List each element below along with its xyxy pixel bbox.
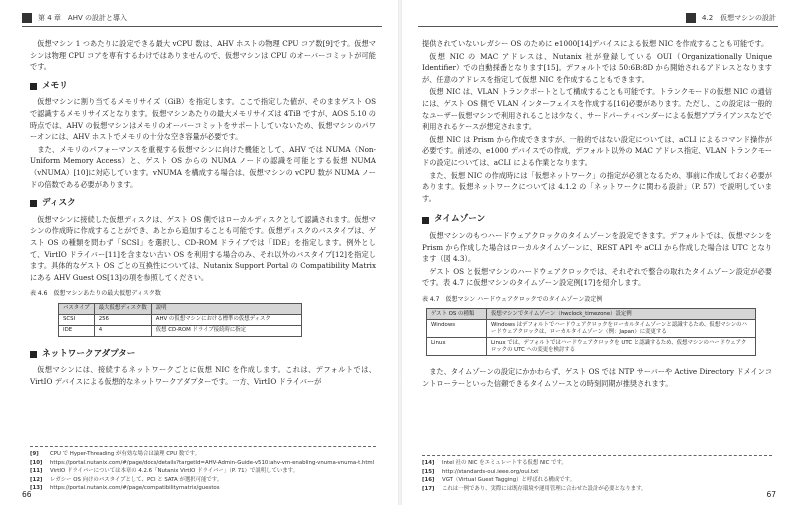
memory-paragraph-1: 仮想マシンに割り当てるメモリサイズ（GiB）を指定します。ここで指定した値が、そのままゲスト OS で認識するメモリサイズとなります。仮想マシンあたりの最大メモリサイズは 4TiB ですが、AOS 5.10 の時点では、AHV の仮想マシンはメモリのオーバーコミットをサポートしていないため、仮想マシンのパワーオンには、AHV ホストでメモリの十分な空き容量が必要です。 bbox=[30, 97, 376, 142]
page-number: 66 bbox=[22, 490, 32, 499]
nic-paragraph-1: 提供されていないレガシー OS のために e1000[14]デバイスによる仮想 NIC を作成することも可能です。 bbox=[422, 39, 769, 48]
footnote: [12] レガシー OS 向けのバスタイプとして、PCI と SATA が選択可能です。 bbox=[30, 476, 223, 483]
footnote: [15] http://standards-oui.ieee.org/oui.txt bbox=[422, 468, 539, 475]
table-row: Windows Windows はデフォルトでハードウェアクロックをローカルタイムゾーンと認識するため、仮想マシンのハードウェアクロックは、ローカルタイムゾーン（例：Japan）に変更する bbox=[427, 320, 756, 338]
square-bullet-icon bbox=[422, 217, 429, 224]
footnote-rule bbox=[422, 455, 772, 456]
nic-paragraph-4: 仮想 NIC は Prism から作成できますが、一般的ではない設定については、aCLI によるコマンド操作が必要です。前述の、e1000 デバイスでの作成、デフォルト以外の MAC アドレス指定、VLAN トランクモードの設定については、aCLI による作業となります。 bbox=[422, 134, 772, 167]
running-head bbox=[686, 11, 776, 25]
chapter-marker-bar bbox=[22, 13, 32, 23]
nic-paragraph-3: 仮想 NIC は、VLAN トランクポートとして構成することも可能です。トランクモードの仮想 NIC の通信には、ゲスト OS 側で VLAN インターフェイスを作成する[16]必要があります。ただし、この設定は一般的なユーザー仮想マシンで利用されることは少なく、サードパーティベンダーによる仮想アプライアンスなどで利用されるケースが想定されます。 bbox=[422, 87, 772, 132]
section-heading-memory: メモリ bbox=[30, 81, 376, 93]
section-marker-bar bbox=[686, 13, 696, 23]
running-head bbox=[22, 11, 127, 25]
running-head-text: 第 4 章 AHV の設計と導入 bbox=[38, 14, 127, 22]
square-bullet-icon bbox=[30, 351, 37, 358]
table-header-row: ゲスト OS の種類 仮想マシンでタイムゾーン（hwclock_timezone）設定例 bbox=[427, 309, 756, 320]
table-caption: 表 4.6 仮想マシンあたりの最大仮想ディスク数 bbox=[30, 290, 161, 298]
nic-paragraph-5: また、仮想 NIC の作成時には「仮想ネットワーク」の指定が必須となるため、事前に作成しておく必要があります。仮想ネットワークについては 4.1.2 の「ネットワークに関わる設計」（P. 57）で説明しています。 bbox=[422, 170, 772, 203]
square-bullet-icon bbox=[30, 83, 37, 90]
intro-paragraph: 仮想マシン 1 つあたりに設定できる最大 vCPU 数は、AHV ホストの物理 CPU コア数[9]です。仮想マシンは物理 CPU コアを専有するわけではありませんので、仮想マシンは CPU のオーバーコミットが可能です。 bbox=[30, 39, 376, 72]
section-heading-disk: ディスク bbox=[30, 198, 376, 210]
footnote: [17] これは一例であり、実際には既存環境や運用管理に合わせた設計が必要となります。 bbox=[422, 485, 647, 492]
page-number: 67 bbox=[766, 490, 776, 499]
footnote: [13] https://portal.nutanix.com/#/page/compatibilitymatrix/guestos bbox=[30, 485, 220, 492]
footnotes bbox=[30, 446, 376, 493]
network-paragraph: 仮想マシンには、接続するネットワークごとに仮想 NIC を作成します。これは、デフォルトでは、VirtIO デバイスによる仮想的なネットワークアダプターです。一方、VirtIO ドライバーが bbox=[30, 365, 376, 387]
disk-paragraph: 仮想マシンに接続した仮想ディスクは、ゲスト OS 側ではローカルディスクとして認識されます。仮想マシンの作成時に作成することができ、あとから追加することも可能です。仮想ディスクのバスタイプは、ゲスト OS の種類を問わず「SCSI」を選択し、CD-ROM ドライブでは「IDE」を指定します。例外として、VirtIO ドライバー[11]を含まない古い OS を利用する場合のみ、それ以外のバスタイプ[12]を指定します。具体的なゲスト OS ごとの互換性については、Nutanix Support Portal の Compatibility Matrix にある AHV Guest OS[13]の項を参照してください。 bbox=[30, 214, 376, 282]
running-head-text: 4.2 仮想マシンの設計 bbox=[702, 14, 776, 22]
footnote: [10] https://portal.nutanix.com/#/page/docs/details?targetId=AHV-Admin-Guide-v510:ahv-vm-enabling-vnuma-vnuma-t.html bbox=[30, 459, 375, 466]
table-row: IDE 4 仮想 CD-ROM ドライブ接続時に指定 bbox=[59, 325, 302, 336]
table-row: Linux Linux では、デフォルトではハードウェアクロックを UTC と認識するため、仮想マシンのハードウェアクロックの UTC への変更を検討する bbox=[427, 338, 756, 356]
timezone-paragraph-1: 仮想マシンのもつハードウェアクロックのタイムゾーンを設定できます。デフォルトでは、仮想マシンを Prism から作成した場合はローカルタイムゾーンに、REST API や aCLI から作成した場合は UTC となります（図 4.3）。 bbox=[422, 230, 772, 264]
footnote: [14] Intel 社の NIC をエミュレートする仮想 NIC です。 bbox=[422, 460, 567, 466]
square-bullet-icon bbox=[30, 200, 37, 207]
memory-paragraph-2: また、メモリのパフォーマンスを重視する仮想マシンに向けた機能として、AHV では NUMA（Non-Uniform Memory Access）と、ゲスト OS からの NUMA ノードの認識を可能とする仮想 NUMA（vNUMA）[10]に対応しています。vNUMA を構成する場合は、仮想マシンの vCPU 数が NUMA ノードの倍数である必要があります。 bbox=[30, 144, 376, 189]
section-heading-network: ネットワークアダプター bbox=[30, 349, 376, 361]
disk-table bbox=[58, 303, 302, 337]
nic-paragraph-2: 仮想 NIC の MAC アドレスは、Nutanix 社が登録している OUI（Organizationally Unique Identifier）での自動採番となります[15]。デフォルトでは 50:6B:8D から開始されるアドレスとなりますが、任意のアドレスを指定して仮想 NIC を作成することもできます。 bbox=[422, 51, 772, 84]
right-body bbox=[422, 38, 772, 391]
footnote: [9] CPU で Hyper-Threading が有効な場合は論理 CPU 数です。 bbox=[30, 451, 201, 457]
table-caption: 表 4.7 仮想マシン ハードウェアクロックでのタイムゾーン設定例 bbox=[422, 295, 603, 303]
footnote: [11] VirtIO ドライバーについては本章の 4.2.6「Nutanix VirtIO ドライバー」（P. 71）で説明しています。 bbox=[30, 468, 299, 475]
table-header-row: バスタイプ 最大仮想ディスク数 説明 bbox=[59, 303, 302, 314]
right-page bbox=[400, 0, 800, 505]
table-row: SCSI 256 AHV の仮想マシンにおける標準の仮想ディスク bbox=[59, 314, 302, 325]
footnote-rule bbox=[30, 446, 376, 447]
header-rule bbox=[418, 26, 778, 27]
timezone-table bbox=[426, 308, 756, 356]
footnotes bbox=[422, 455, 772, 493]
section-heading-timezone: タイムゾーン bbox=[422, 214, 772, 226]
footnote: [16] VGT（Virtual Guest Tagging）と呼ばれる構成です。 bbox=[422, 477, 575, 484]
closing-paragraph: また、タイムゾーンの設定にかかわらず、ゲスト OS では NTP サーバーや Active Directory ドメインコントローラーといった信頼できるタイムソースとの時刻同期が推奨されます。 bbox=[422, 367, 772, 389]
left-body bbox=[30, 38, 376, 389]
timezone-paragraph-2: ゲスト OS と仮想マシンのハードウェアクロックでは、それぞれで整合の取れたタイムゾーン設定が必要です。表 4.7 に仮想マシンのタイムゾーン設定例[17]を紹介します。 bbox=[422, 266, 772, 288]
header-rule bbox=[22, 26, 382, 27]
